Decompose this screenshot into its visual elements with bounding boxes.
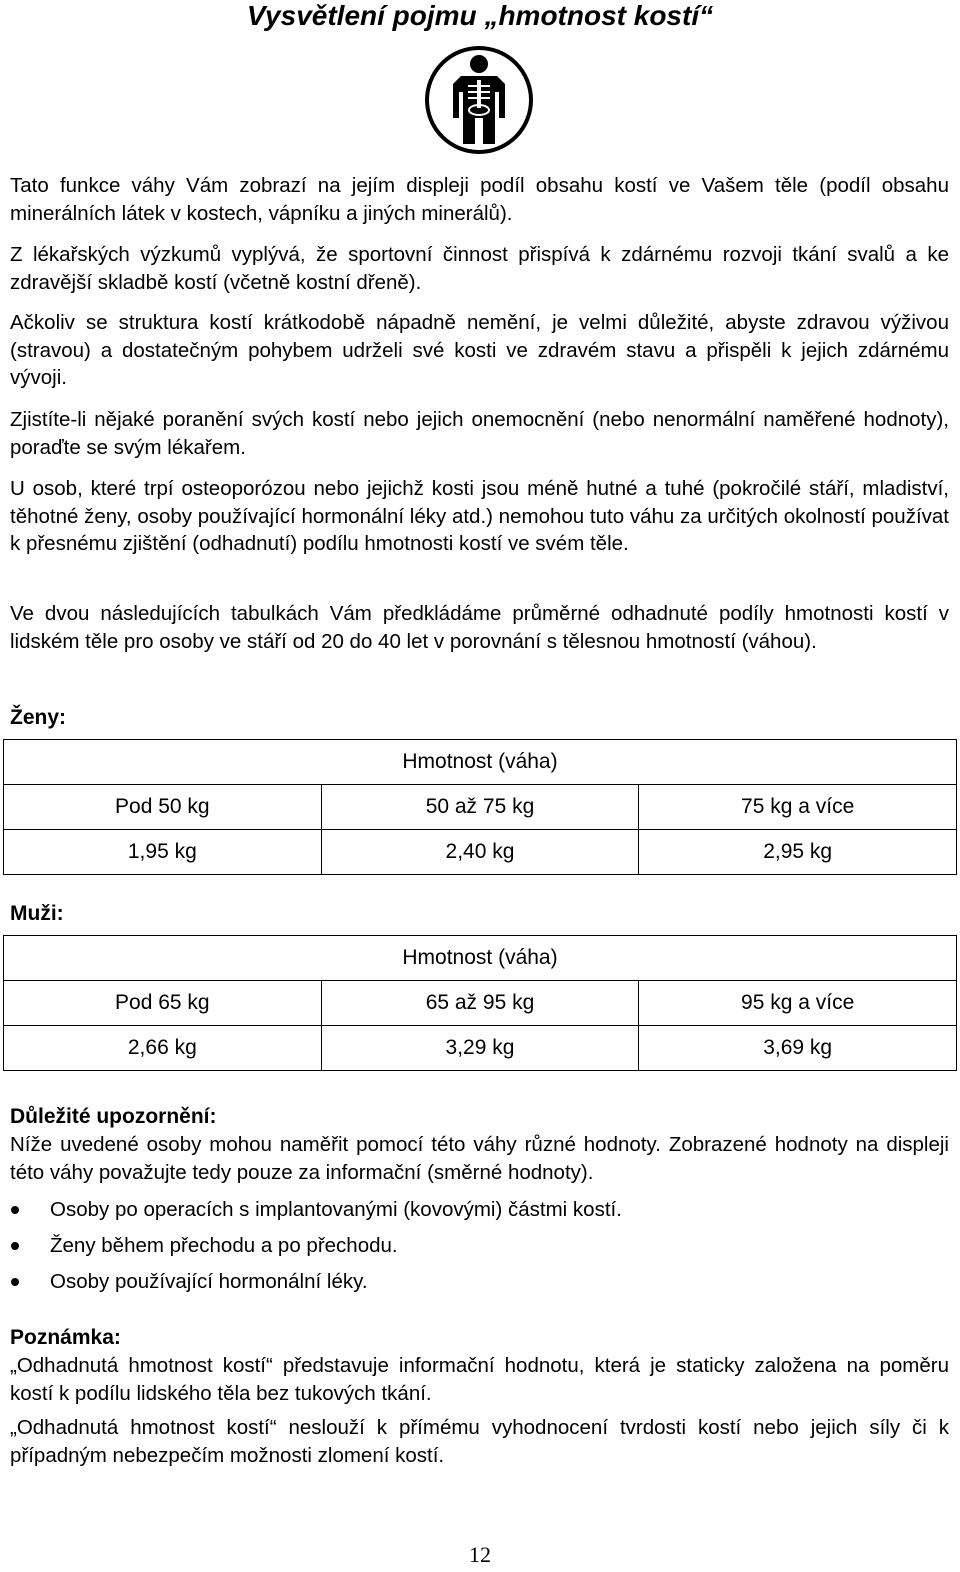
women-table (3, 739, 957, 875)
paragraph-doctor: Zjistíte-li nějaké poranění svých kostí nebo jejich onemocnění (nebo nenormální naměřené hodnoty), poraďte se svým lékařem. (10, 408, 949, 459)
warning-text: Níže uvedené osoby mohou naměřit pomocí této váhy různé hodnoty. Zobrazené hodnoty na displeji této váhy považujte tedy pouze za informační (směrné hodnoty). (10, 1133, 949, 1184)
table-cell: 1,95 kg (4, 830, 322, 875)
bullet-icon (11, 1278, 19, 1286)
warning-list (10, 1196, 622, 1304)
paragraph-tables-intro: Ve dvou následujících tabulkách Vám předkládáme průměrné odhadnuté podíly hmotnosti kostí v lidském těle pro osoby ve stáří od 20 do 40 let v porovnání s tělesnou hmotností (váhou). (10, 602, 949, 653)
men-table-header: Hmotnost (váha) (4, 936, 957, 981)
table-cell: 3,29 kg (321, 1026, 639, 1071)
note-heading: Poznámka: (10, 1326, 121, 1349)
paragraph-research: Z lékařských výzkumů vyplývá, že sportovní činnost přispívá k zdárnému rozvoji tkání svalů a ke zdravější skladbě kostí (včetně kostní dřeně). (10, 243, 949, 294)
note-paragraph-2: „Odhadnutá hmotnost kostí“ neslouží k přímému vyhodnocení tvrdosti kostí nebo jejich síly či k případným nebezpečím možnosti zlomení kostí. (10, 1416, 949, 1467)
list-item (10, 1232, 622, 1268)
page-title: Vysvětlení pojmu „hmotnost kostí“ (246, 0, 714, 31)
table-cell: 3,69 kg (639, 1026, 957, 1071)
table-row (4, 830, 957, 875)
list-item-text: Osoby používající hormonální léky. (50, 1270, 368, 1293)
table-row (4, 785, 957, 830)
bullet-icon (11, 1206, 19, 1214)
table-cell: 75 kg a více (639, 785, 957, 830)
list-item-text: Ženy během přechodu a po přechodu. (50, 1234, 398, 1257)
paragraph-nutrition: Ačkoliv se struktura kostí krátkodobě nápadně nemění, je velmi důležité, abyste zdravou výživou (stravou) a dostatečným pohybem udrželi své kosti ve zdravém stavu a přispěli k jejich zdárnému vývoji. (10, 311, 949, 390)
table-cell: 2,95 kg (639, 830, 957, 875)
list-item (10, 1196, 622, 1232)
table-cell: Pod 50 kg (4, 785, 322, 830)
table-cell: 2,40 kg (321, 830, 639, 875)
men-heading: Muži: (10, 902, 64, 925)
table-cell: 2,66 kg (4, 1026, 322, 1071)
table-row (4, 1026, 957, 1071)
men-table (3, 935, 957, 1071)
table-cell: Pod 65 kg (4, 981, 322, 1026)
table-cell: 50 až 75 kg (321, 785, 639, 830)
warning-heading: Důležité upozornění: (10, 1105, 217, 1128)
paragraph-osteoporosis: U osob, které trpí osteoporózou nebo jejichž kosti jsou méně hutné a tuhé (pokročilé stáří, mladiství, těhotné ženy, osoby používající hormonální léky atd.) nemohou tuto váhu za určitých okolností používat k přesnému zjištění (odhadnutí) podílu hmotnosti kostí ve svém těle. (10, 477, 949, 556)
table-row (4, 981, 957, 1026)
list-item-text: Osoby po operacích s implantovanými (kovovými) částmi kostí. (50, 1198, 622, 1221)
table-cell: 95 kg a více (639, 981, 957, 1026)
bullet-icon (11, 1242, 19, 1250)
body-skeleton-icon (423, 44, 535, 156)
women-table-header: Hmotnost (váha) (4, 740, 957, 785)
note-paragraph-1: „Odhadnutá hmotnost kostí“ představuje informační hodnotu, která je staticky založena na poměru kostí k podílu lidského těla bez tukových tkání. (10, 1354, 949, 1405)
paragraph-intro: Tato funkce váhy Vám zobrazí na jejím displeji podíl obsahu kostí ve Vašem těle (podíl obsahu minerálních látek v kostech, vápníku a jiných minerálů). (10, 174, 949, 225)
women-heading: Ženy: (10, 706, 67, 729)
table-cell: 65 až 95 kg (321, 981, 639, 1026)
list-item (10, 1268, 622, 1304)
page-number: 12 (469, 1542, 491, 1567)
